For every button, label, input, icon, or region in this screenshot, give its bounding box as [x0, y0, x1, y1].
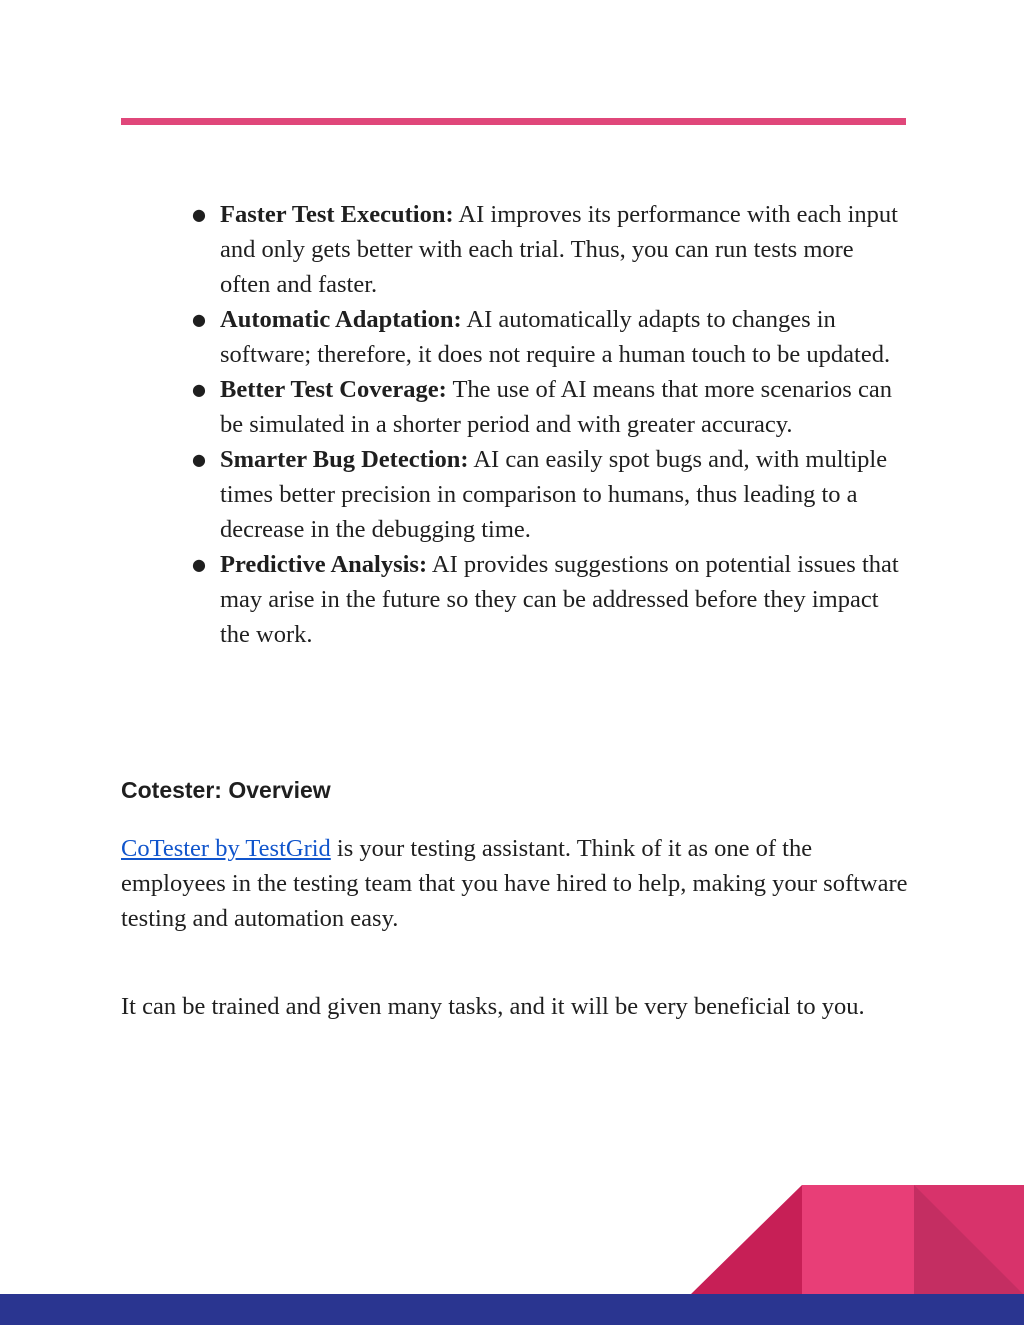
bullet-icon: ● [192, 450, 206, 469]
section-heading: Cotester: Overview [121, 777, 331, 803]
list-item [180, 197, 910, 302]
header-accent-rule [121, 118, 906, 125]
corner-dark-triangle [690, 1185, 802, 1295]
list-item-title: Faster Test Execution: [220, 201, 454, 228]
bullet-icon: ● [192, 555, 206, 574]
list-item-title: Predictive Analysis: [220, 551, 428, 578]
list-item-text: The use of AI means that more scenarios can be simulated in a shorter period and with greater accuracy. [220, 376, 892, 438]
corner-mid-block [802, 1185, 914, 1295]
list-item [180, 442, 910, 547]
list-item-text: AI improves its performance with each input and only gets better with each trial. Thus, you can run tests more often and faster. [220, 201, 898, 298]
list-item-title: Automatic Adaptation: [220, 306, 462, 333]
list-item-text: AI automatically adapts to changes in software; therefore, it does not require a human touch to be updated. [220, 306, 891, 368]
list-item-text: AI provides suggestions on potential issues that may arise in the future so they can be addressed before they impact the work. [220, 551, 899, 648]
list-item-text: AI can easily spot bugs and, with multiple times better precision in comparison to humans, thus leading to a decrease in the debugging time. [220, 446, 888, 543]
training-paragraph: It can be trained and given many tasks, and it will be very beneficial to you. [121, 993, 865, 1020]
corner-decoration [690, 1185, 1024, 1295]
bullet-icon: ● [192, 310, 206, 329]
bullet-icon: ● [192, 205, 206, 224]
list-item [180, 302, 910, 372]
footer-bar [0, 1294, 1024, 1325]
bullet-icon: ● [192, 380, 206, 399]
list-item-title: Smarter Bug Detection: [220, 446, 469, 473]
benefits-list [180, 197, 910, 652]
list-item-title: Better Test Coverage: [220, 376, 447, 403]
list-item [180, 547, 910, 652]
overview-text: is your testing assistant. Think of it as one of the employees in the testing team that you have hired to help, making your software testing and automation easy. [121, 835, 908, 932]
cotester-link[interactable]: CoTester by TestGrid [121, 835, 331, 862]
list-item [180, 372, 910, 442]
overview-paragraph [121, 831, 921, 936]
